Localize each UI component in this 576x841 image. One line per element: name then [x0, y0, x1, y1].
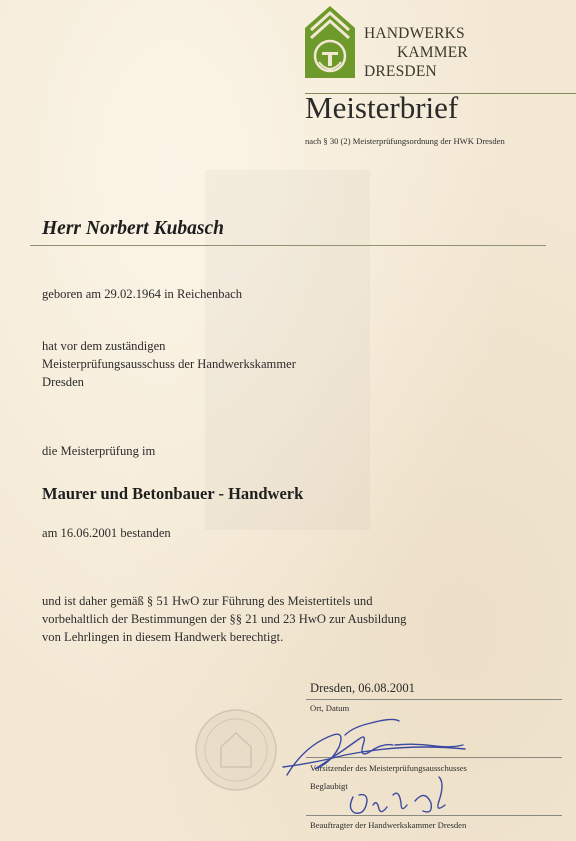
- rights-line-3: von Lehrlingen in diesem Handwerk berechtigt.: [42, 630, 284, 644]
- name-rule: [30, 245, 546, 246]
- delegate-label: Beauftragter der Handwerkskammer Dresden: [310, 820, 467, 830]
- org-name-line-3: DRESDEN: [364, 63, 437, 80]
- trade-name: Maurer und Betonbauer - Handwerk: [42, 484, 304, 503]
- exam-intro: die Meisterprüfung im: [42, 444, 156, 458]
- document-title: Meisterbrief: [305, 90, 459, 125]
- watermark: [205, 170, 370, 530]
- birth-line: geboren am 29.02.1964 in Reichenbach: [42, 287, 243, 301]
- handwritten-signatures: [275, 705, 485, 825]
- org-name-line-1: HANDWERKS: [364, 25, 465, 42]
- document-subtitle: nach § 30 (2) Meisterprüfungsordnung der HWK Dresden: [305, 136, 505, 146]
- rights-line-2: vorbehaltlich der Bestimmungen der §§ 21 und 23 HwO zur Ausbildung: [42, 612, 407, 626]
- place-date-label: Ort, Datum: [310, 703, 350, 713]
- place-date-rule: [306, 699, 562, 700]
- certified-label: Beglaubigt: [310, 781, 348, 791]
- rights-line-1: und ist daher gemäß § 51 HwO zur Führung des Meistertitels und: [42, 594, 373, 608]
- hwk-crest-icon: [305, 6, 355, 78]
- committee-line-2: Meisterprüfungsausschuss der Handwerkskammer: [42, 357, 296, 371]
- committee-line-1: hat vor dem zuständigen: [42, 339, 166, 353]
- embossed-seal-icon: [193, 707, 279, 793]
- org-name-line-2: KAMMER: [397, 44, 468, 61]
- passed-line: am 16.06.2001 bestanden: [42, 526, 171, 540]
- place-date: Dresden, 06.08.2001: [310, 681, 415, 695]
- chair-label: Vorsitzender des Meisterprüfungsausschusses: [310, 763, 467, 773]
- recipient-name: Herr Norbert Kubasch: [42, 218, 225, 239]
- committee-line-3: Dresden: [42, 375, 84, 389]
